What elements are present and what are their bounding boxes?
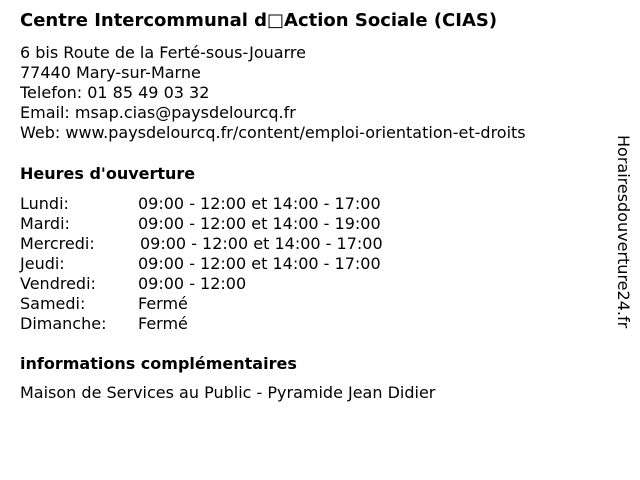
hours-table xyxy=(20,194,383,334)
hours-row-mercredi xyxy=(20,234,383,254)
watermark-text: Horairesdouverture24.fr xyxy=(614,135,633,329)
day-label: Samedi: xyxy=(20,294,86,313)
day-hours: Fermé xyxy=(138,294,188,313)
day-hours: 09:00 - 12:00 et 14:00 - 19:00 xyxy=(138,214,381,233)
day-hours: 09:00 - 12:00 et 14:00 - 17:00 xyxy=(138,194,381,213)
day-hours: 09:00 - 12:00 xyxy=(138,274,247,293)
hours-row-samedi xyxy=(20,294,383,314)
contact-block xyxy=(20,43,526,143)
web-line: Web: www.paysdelourcq.fr/content/emploi-orientation-et-droits xyxy=(20,123,526,142)
day-label: Vendredi: xyxy=(20,274,96,293)
address-line-1: 6 bis Route de la Ferté-sous-Jouarre xyxy=(20,43,306,62)
hours-row-mardi xyxy=(20,214,383,234)
day-hours: 09:00 - 12:00 et 14:00 - 17:00 xyxy=(138,254,381,273)
info-text: Maison de Services au Public - Pyramide Jean Didier xyxy=(20,383,436,402)
day-hours: 09:00 - 12:00 et 14:00 - 17:00 xyxy=(140,234,383,253)
page-title: Centre Intercommunal d□Action Sociale (CIAS) xyxy=(20,10,498,31)
email-line: Email: msap.cias@paysdelourcq.fr xyxy=(20,103,296,122)
day-hours: Fermé xyxy=(138,314,188,333)
address-line-2: 77440 Mary-sur-Marne xyxy=(20,63,201,82)
watermark xyxy=(611,135,635,375)
phone-line: Telefon: 01 85 49 03 32 xyxy=(20,83,210,102)
day-label: Lundi: xyxy=(20,194,69,213)
day-label: Dimanche: xyxy=(20,314,107,333)
hours-heading: Heures d'ouverture xyxy=(20,164,196,183)
hours-row-jeudi xyxy=(20,254,383,274)
day-label: Mercredi: xyxy=(20,234,95,253)
hours-row-dimanche xyxy=(20,314,383,334)
hours-row-lundi xyxy=(20,194,383,214)
info-heading: informations complémentaires xyxy=(20,354,297,373)
day-label: Jeudi: xyxy=(20,254,65,273)
hours-row-vendredi xyxy=(20,274,383,294)
day-label: Mardi: xyxy=(20,214,70,233)
